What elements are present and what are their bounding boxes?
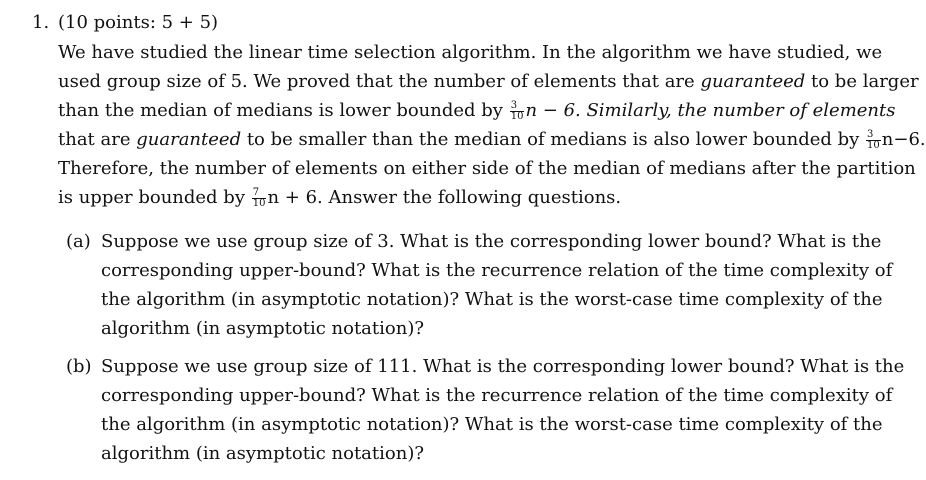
problem-intro [58,38,926,212]
part-b-line: algorithm (in asymptotic notation)? [101,443,424,464]
part-a-line: the algorithm (in asymptotic notation)? What is the worst-case time complexity of the [101,289,883,310]
part-b [66,352,905,468]
intro-line: Therefore, the number of elements on either side of the median of medians after the partition [58,158,916,179]
intro-line: used group size of 5. We proved that the number of elements that are guaranteed to be larger [58,71,919,92]
intro-line: that are guaranteed to be smaller than the median of medians is also lower bounded by $\frac{3}{10}$ n−6. [58,129,926,151]
part-a-line: Suppose we use group size of 3. What is the corresponding lower bound? What is the [101,231,882,252]
part-a-label: (a) [66,231,91,252]
emphasis-guaranteed: guaranteed [700,71,806,92]
fraction-3-10: $\frac{3}{10}$ [510,100,524,122]
part-b-line: corresponding upper-bound? What is the recurrence relation of the time complexity of [101,385,893,406]
part-a-line: corresponding upper-bound? What is the recurrence relation of the time complexity of [101,260,893,281]
intro-line: than the median of medians is lower bounded by $\frac{3}{10}$ n − 6. Similarly, the number of elements [58,100,896,122]
intro-line: is upper bounded by $\frac{7}{10}$ n + 6. Answer the following questions. [58,187,622,209]
problem-heading [32,8,852,38]
problem-number: 1. [32,12,50,33]
fraction-7-10: $\frac{7}{10}$ [252,187,266,209]
fraction-3-10: $\frac{3}{10}$ [867,129,880,151]
part-b-line: the algorithm (in asymptotic notation)? What is the worst-case time complexity of the [101,414,883,435]
emphasis-guaranteed: guaranteed [136,129,242,150]
problem-points: (10 points: 5 + 5) [58,12,219,33]
part-a [66,227,893,343]
part-b-line: Suppose we use group size of 111. What is the corresponding lower bound? What is the [101,356,905,377]
part-a-line: algorithm (in asymptotic notation)? [101,318,424,339]
part-b-label: (b) [66,356,92,377]
intro-line: We have studied the linear time selection algorithm. In the algorithm we have studied, we [58,42,883,63]
